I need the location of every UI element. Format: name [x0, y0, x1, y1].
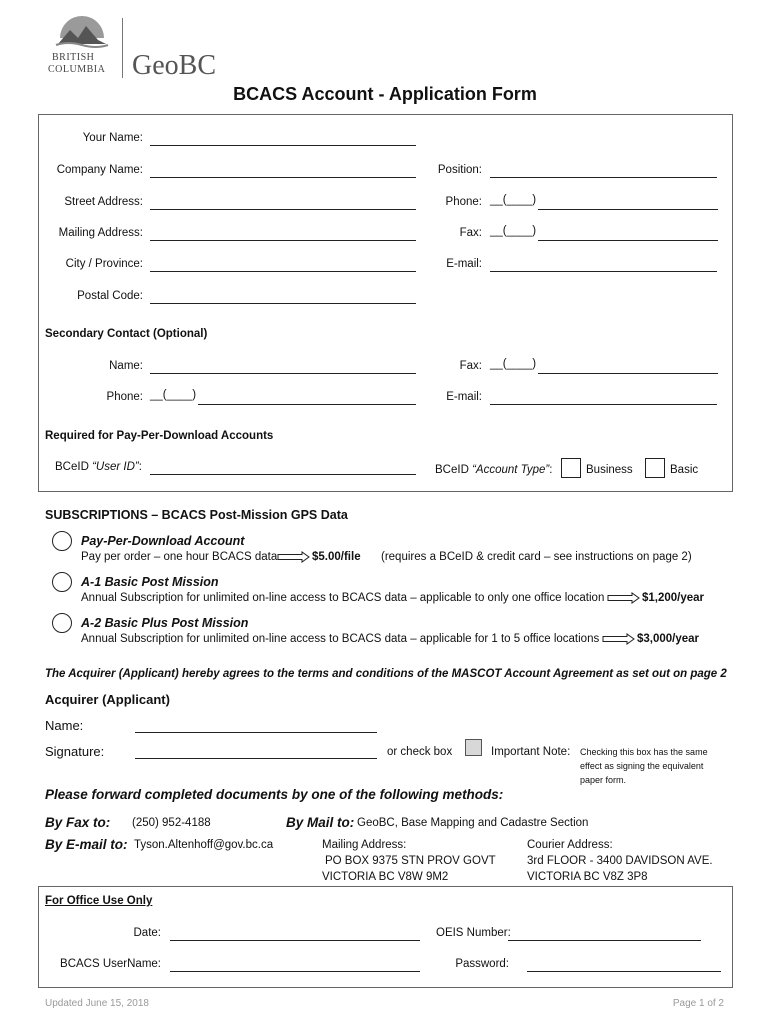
- office-date-label: Date:: [133, 927, 161, 939]
- mailing-address-label: Mailing Address:: [58, 227, 143, 239]
- acquirer-heading: Acquirer (Applicant): [45, 692, 170, 707]
- street-address-label: Street Address:: [64, 196, 143, 208]
- position-label: Position:: [437, 164, 482, 176]
- password-label: Password:: [455, 958, 509, 970]
- secondary-name-field[interactable]: [150, 373, 416, 374]
- secondary-email-field[interactable]: [490, 404, 717, 405]
- user-id-colon: :: [138, 461, 142, 473]
- secondary-fax-label: Fax:: [459, 360, 482, 372]
- bc-wordmark-2: COLUMBIA: [48, 64, 106, 75]
- mailing-address-line-2: VICTORIA BC V8W 9M2: [322, 871, 449, 883]
- postal-code-label: Postal Code:: [77, 290, 143, 302]
- arrow-right-icon: [602, 633, 636, 645]
- option-2-title: A-1 Basic Post Mission: [81, 575, 219, 589]
- acquirer-name-field[interactable]: [135, 732, 377, 733]
- arrow-right-icon: [277, 551, 311, 563]
- courier-address-line-2: VICTORIA BC V8Z 3P8: [527, 871, 648, 883]
- fax-label: Fax:: [459, 227, 482, 239]
- important-note-1: Checking this box has the same: [580, 747, 708, 757]
- secondary-name-label: Name:: [109, 360, 143, 372]
- arrow-right-icon: [607, 592, 641, 604]
- your-name-field[interactable]: [150, 145, 416, 146]
- acct-type-text: “Account Type”: [472, 464, 550, 476]
- acct-type-prefix: BCeID: [435, 464, 473, 476]
- secondary-email-label: E-mail:: [446, 391, 482, 403]
- business-label: Business: [586, 464, 633, 476]
- courier-address-line-1: 3rd FLOOR - 3400 DAVIDSON AVE.: [527, 855, 713, 867]
- subscriptions-heading: SUBSCRIPTIONS – BCACS Post-Mission GPS Data: [45, 508, 348, 522]
- phone-prefix: __(____): [490, 194, 537, 206]
- option-3-desc: Annual Subscription for unlimited on-line access to BCACS data – applicable for 1 to 5 office locations: [81, 633, 600, 645]
- mailing-address-field[interactable]: [150, 240, 416, 241]
- office-use-heading: For Office Use Only: [45, 895, 153, 907]
- position-field[interactable]: [490, 177, 717, 178]
- acquirer-signature-field[interactable]: [135, 758, 377, 759]
- city-province-label: City / Province:: [65, 258, 143, 270]
- secondary-phone-field[interactable]: [198, 404, 416, 405]
- important-note-label: Important Note:: [491, 746, 571, 758]
- company-name-field[interactable]: [150, 177, 416, 178]
- option-1-desc: Pay per order – one hour BCACS data: [81, 551, 278, 563]
- email-label: E-mail:: [446, 258, 482, 270]
- option-2-desc: Annual Subscription for unlimited on-line access to BCACS data – applicable to only one office location: [81, 592, 605, 604]
- password-field[interactable]: [527, 971, 721, 972]
- bc-sun-mountain-icon: [54, 14, 110, 48]
- agreement-text: The Acquirer (Applicant) hereby agrees to the terms and conditions of the MASCOT Account Agreement as set out on page 2: [45, 668, 727, 680]
- option-1-note: (requires a BCeID & credit card – see instructions on page 2): [381, 551, 692, 563]
- logo-divider: [122, 18, 123, 78]
- fax-field[interactable]: [538, 240, 718, 241]
- bceid-text: BCeID: [55, 461, 93, 473]
- option-1-title: Pay-Per-Download Account: [81, 534, 245, 548]
- acct-type-colon: :: [549, 464, 553, 476]
- user-id-text: “User ID”: [92, 461, 139, 473]
- secondary-fax-field[interactable]: [538, 373, 718, 374]
- bceid-userid-field[interactable]: [150, 474, 416, 475]
- secondary-heading: Secondary Contact (Optional): [45, 328, 208, 340]
- company-name-label: Company Name:: [56, 164, 143, 176]
- important-note-3: paper form.: [580, 775, 627, 785]
- your-name-label: Your Name:: [82, 132, 143, 144]
- courier-address-heading: Courier Address:: [527, 839, 613, 851]
- or-check-box-label: or check box: [387, 746, 453, 758]
- bcacs-username-label: BCACS UserName:: [60, 958, 161, 970]
- by-fax-label: By Fax to:: [45, 815, 111, 830]
- city-province-field[interactable]: [150, 271, 416, 272]
- postal-code-field[interactable]: [150, 303, 416, 304]
- fax-number: (250) 952-4188: [132, 817, 211, 829]
- basic-label: Basic: [670, 464, 699, 476]
- basic-checkbox[interactable]: [645, 458, 665, 478]
- option-3-price: $3,000/year: [637, 633, 700, 645]
- page-title: BCACS Account - Application Form: [233, 84, 537, 104]
- option-3-title: A-2 Basic Plus Post Mission: [81, 616, 249, 630]
- acquirer-signature-label: Signature:: [45, 744, 105, 759]
- email-field[interactable]: [490, 271, 717, 272]
- footer-page-number: Page 1 of 2: [672, 998, 724, 1009]
- by-email-label: By E-mail to:: [45, 837, 128, 852]
- mailing-address-line-1: PO BOX 9375 STN PROV GOVT: [325, 855, 496, 867]
- oeis-number-field[interactable]: [508, 940, 701, 941]
- street-address-field[interactable]: [150, 209, 416, 210]
- phone-field[interactable]: [538, 209, 718, 210]
- fax-prefix: __(____): [490, 225, 537, 237]
- phone-label: Phone:: [445, 196, 482, 208]
- secondary-phone-label: Phone:: [106, 391, 143, 403]
- footer-updated: Updated June 15, 2018: [45, 998, 149, 1009]
- option-1-price: $5.00/file: [312, 551, 361, 563]
- oeis-number-label: OEIS Number:: [436, 927, 511, 939]
- secondary-fax-prefix: __(____): [490, 358, 537, 370]
- mail-to: GeoBC, Base Mapping and Cadastre Section: [357, 817, 589, 829]
- email-address: Tyson.Altenhoff@gov.bc.ca: [134, 839, 274, 851]
- option-a2-radio[interactable]: [52, 613, 72, 633]
- office-date-field[interactable]: [170, 940, 420, 941]
- option-pay-per-download-radio[interactable]: [52, 531, 72, 551]
- option-a1-radio[interactable]: [52, 572, 72, 592]
- mailing-address-heading: Mailing Address:: [322, 839, 407, 851]
- secondary-phone-prefix: __(____): [150, 389, 197, 401]
- option-2-price: $1,200/year: [642, 592, 705, 604]
- business-checkbox[interactable]: [561, 458, 581, 478]
- bcacs-username-field[interactable]: [170, 971, 420, 972]
- logo: [44, 14, 224, 80]
- ppd-heading: Required for Pay-Per-Download Accounts: [45, 430, 274, 442]
- sign-checkbox[interactable]: [465, 739, 482, 756]
- forward-heading: Please forward completed documents by one of the following methods:: [45, 787, 504, 802]
- by-mail-label: By Mail to:: [286, 815, 355, 830]
- important-note-2: effect as signing the equivalent: [580, 761, 704, 771]
- geobc-wordmark: GeoBC: [132, 50, 216, 81]
- bceid-userid-label: [55, 461, 142, 473]
- bceid-account-type-label: [435, 464, 552, 476]
- bc-wordmark-1: BRITISH: [52, 52, 95, 63]
- acquirer-name-label: Name:: [45, 718, 84, 733]
